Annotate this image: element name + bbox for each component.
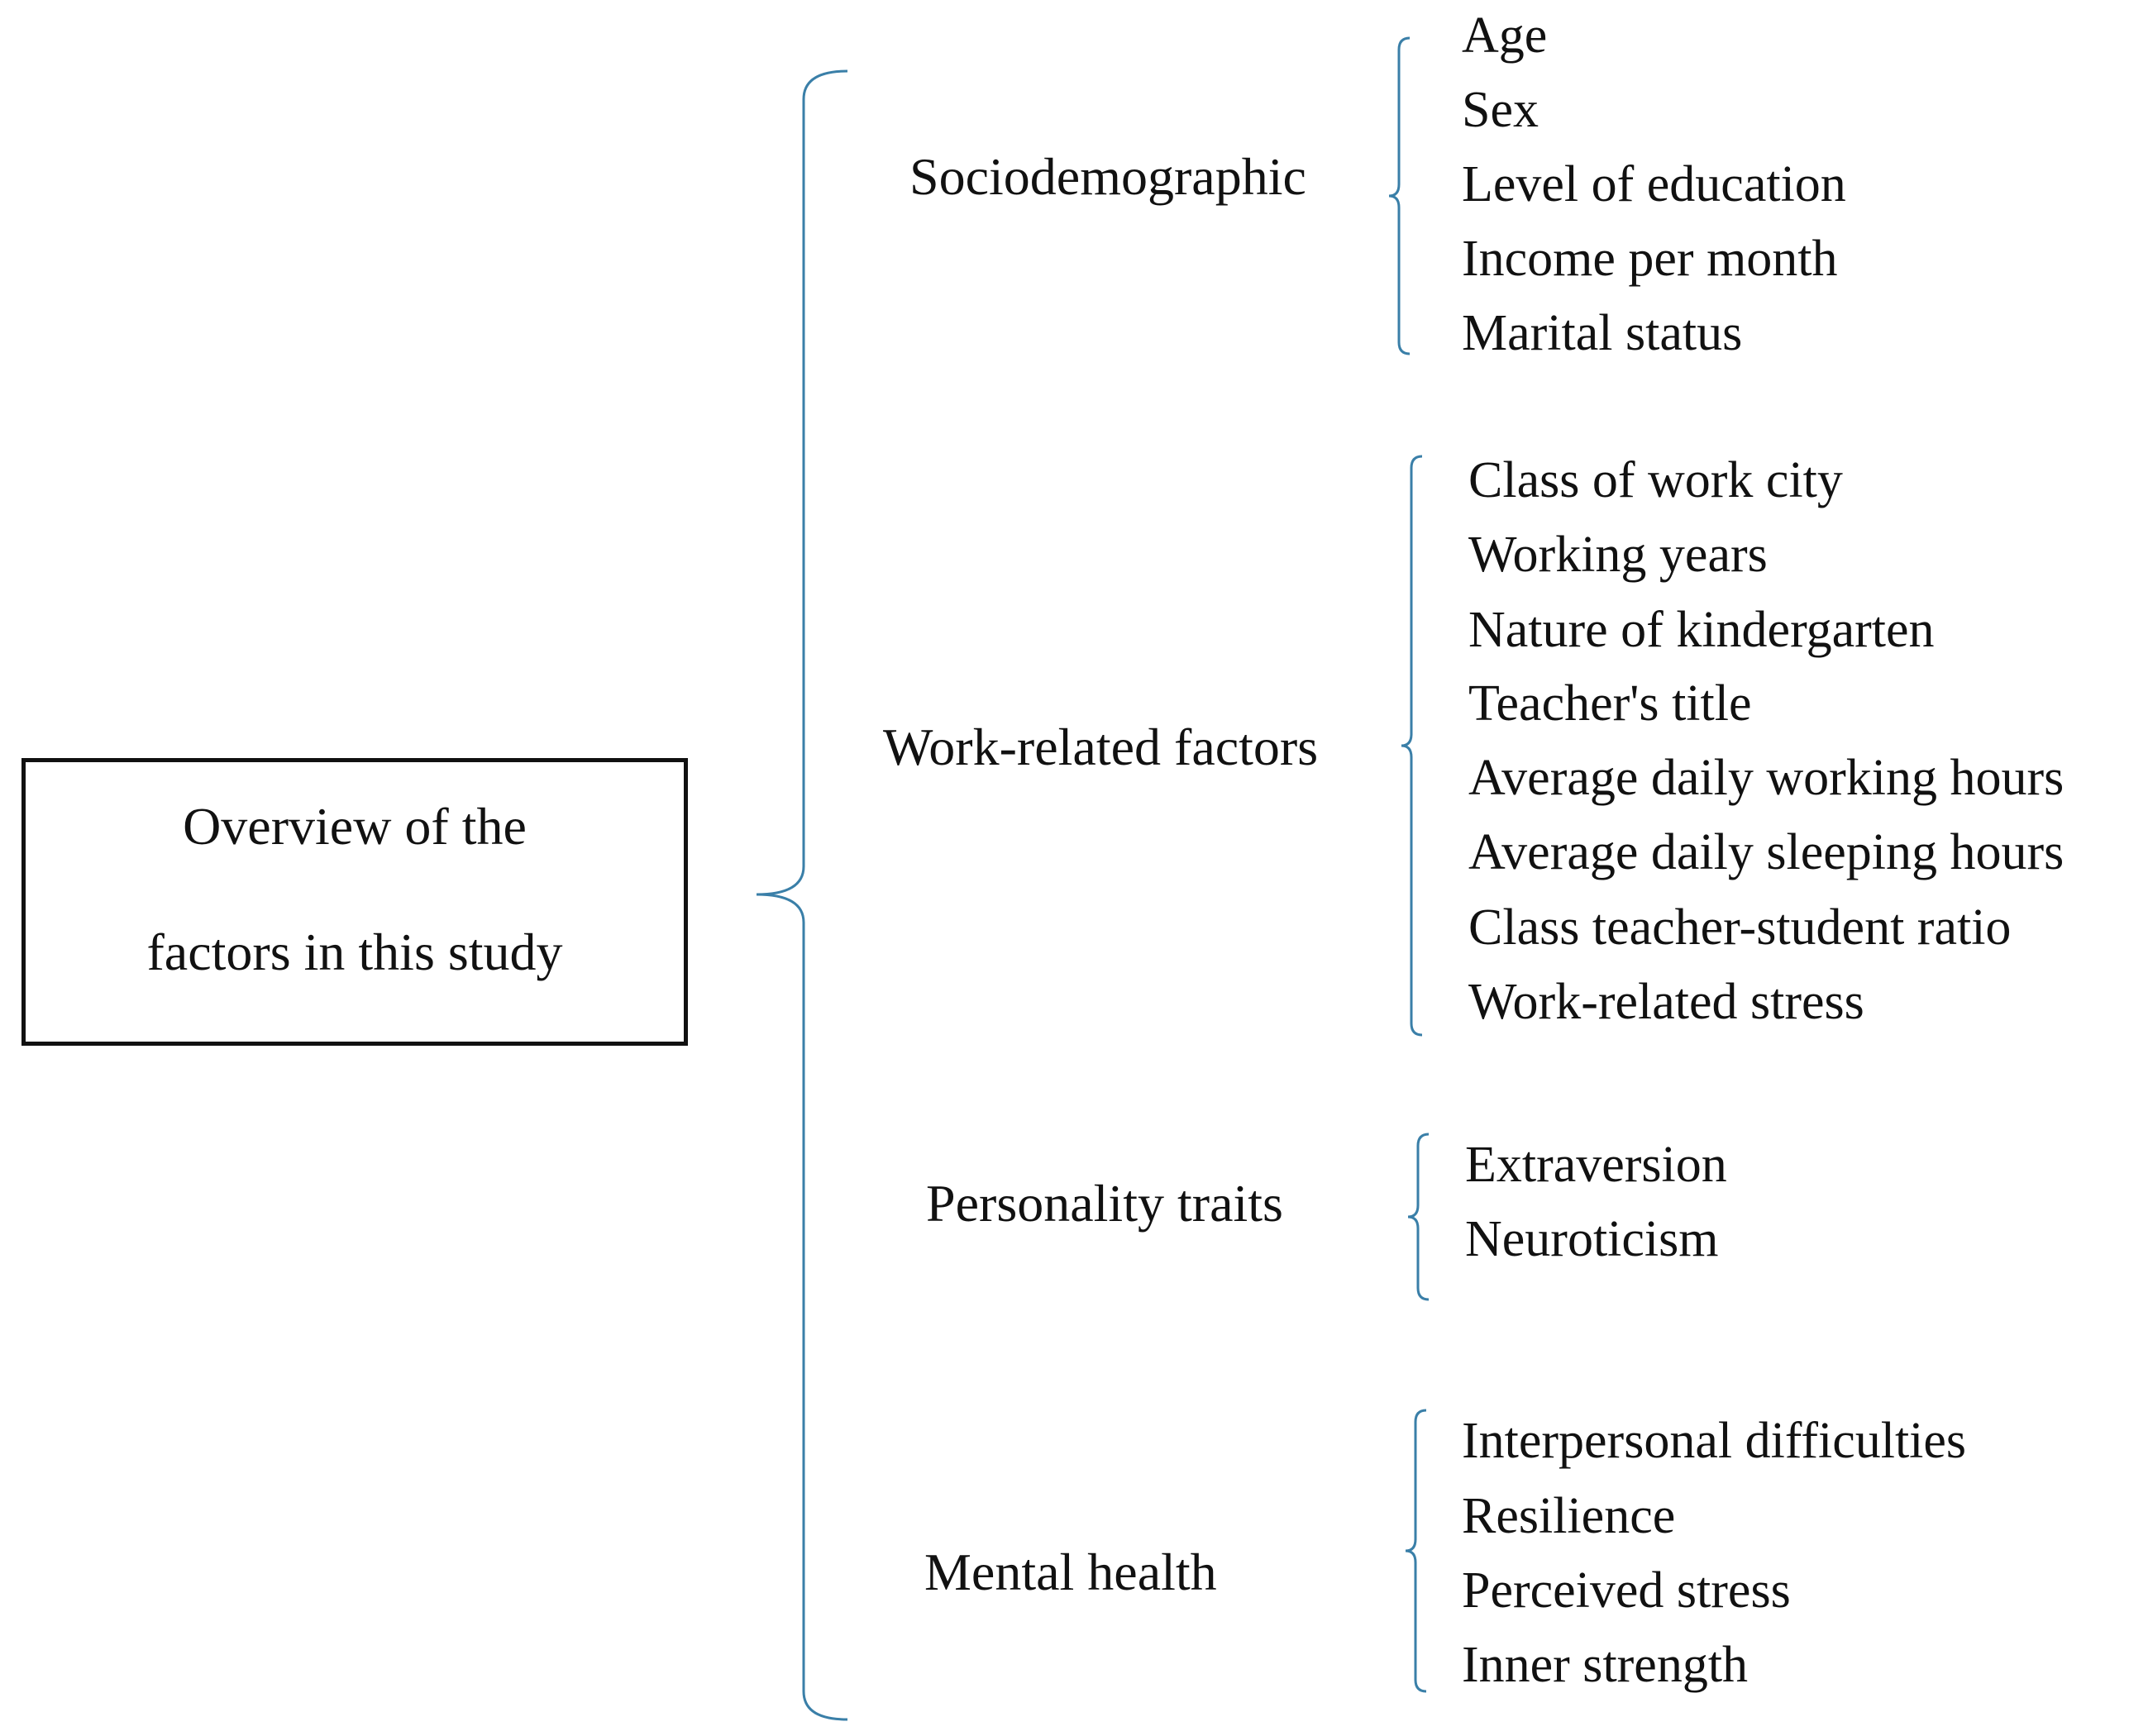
item-perceived-stress: Perceived stress <box>1462 1562 1791 1619</box>
item-teachers-title: Teacher's title <box>1468 675 1752 732</box>
item-working-years: Working years <box>1468 527 1768 583</box>
item-resilience: Resilience <box>1462 1488 1676 1544</box>
item-work-related-stress: Work-related stress <box>1468 974 1864 1030</box>
work-related-brace <box>1401 456 1422 1035</box>
item-neuroticism: Neuroticism <box>1465 1211 1719 1267</box>
item-average-daily-sleeping-hours: Average daily sleeping hours <box>1468 824 2065 880</box>
item-inner-strength: Inner strength <box>1462 1637 1749 1693</box>
item-interpersonal-difficulties: Interpersonal difficulties <box>1462 1413 1967 1469</box>
item-extraversion: Extraversion <box>1465 1137 1727 1193</box>
category-sociodemographic: Sociodemographic <box>909 147 1306 206</box>
item-income-per-month: Income per month <box>1462 231 1838 287</box>
overview-title-line-1: Overview of the <box>183 797 527 856</box>
item-nature-of-kindergarten: Nature of kindergarten <box>1468 602 1935 658</box>
main-brace <box>757 71 847 1719</box>
category-personality-traits: Personality traits <box>926 1174 1283 1233</box>
mental-health-brace <box>1406 1410 1426 1691</box>
overview-title-line-2: factors in this study <box>146 923 563 981</box>
item-class-of-work-city: Class of work city <box>1468 452 1843 508</box>
item-class-teacher-student-ratio: Class teacher-student ratio <box>1468 899 2012 956</box>
item-average-daily-working-hours: Average daily working hours <box>1468 750 2065 806</box>
item-level-of-education: Level of education <box>1462 156 1846 212</box>
category-mental-health: Mental health <box>924 1543 1217 1601</box>
overview-box <box>21 758 688 1046</box>
sociodemographic-brace <box>1389 38 1410 354</box>
category-work-related-factors: Work-related factors <box>883 718 1319 776</box>
personality-brace <box>1408 1134 1429 1300</box>
item-age: Age <box>1462 7 1548 64</box>
item-sex: Sex <box>1462 82 1539 138</box>
item-marital-status: Marital status <box>1462 305 1743 361</box>
